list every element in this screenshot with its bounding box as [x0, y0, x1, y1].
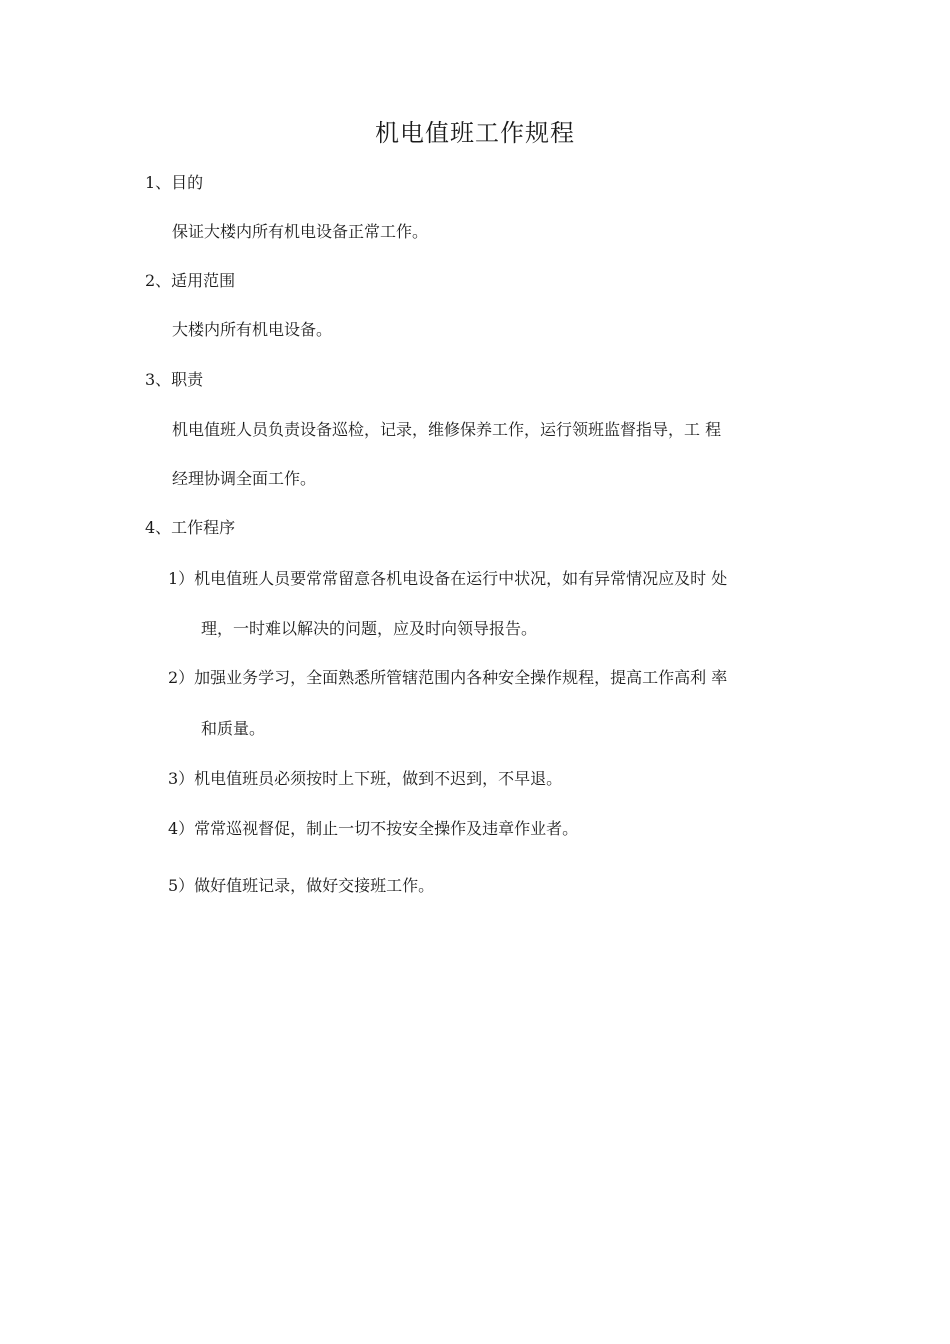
procedure-item-1-line-2: 理，一时难以解决的问题，应及时向领导报告。 [201, 619, 538, 638]
section-text-responsibilities-line-2: 经理协调全面工作。 [172, 469, 317, 488]
document-title: 机电值班工作规程 [375, 119, 575, 147]
procedure-item-4: 4）常常巡视督促，制止一切不按安全操作及违章作业者。 [168, 819, 579, 838]
procedure-item-2-line-2: 和质量。 [201, 719, 266, 738]
procedure-item-2-line-1: 2）加强业务学习，全面熟悉所管辖范围内各种安全操作规程，提高工作高利 率 [168, 668, 728, 687]
section-heading-responsibilities: 3、职责 [145, 370, 204, 389]
procedure-item-1-line-1: 1）机电值班人员要常常留意各机电设备在运行中状况，如有异常情况应及时 处 [168, 569, 728, 588]
section-heading-scope: 2、适用范围 [145, 271, 236, 290]
section-text-purpose: 保证大楼内所有机电设备正常工作。 [172, 222, 429, 241]
procedure-item-5: 5）做好值班记录，做好交接班工作。 [168, 876, 435, 895]
section-heading-purpose: 1、目的 [145, 173, 204, 192]
section-heading-procedure: 4、工作程序 [145, 518, 236, 537]
section-text-responsibilities-line-1: 机电值班人员负责设备巡检，记录，维修保养工作，运行领班监督指导，工 程 [172, 420, 722, 439]
procedure-item-3: 3）机电值班员必须按时上下班，做到不迟到，不早退。 [168, 769, 563, 788]
section-text-scope: 大楼内所有机电设备。 [172, 320, 333, 339]
